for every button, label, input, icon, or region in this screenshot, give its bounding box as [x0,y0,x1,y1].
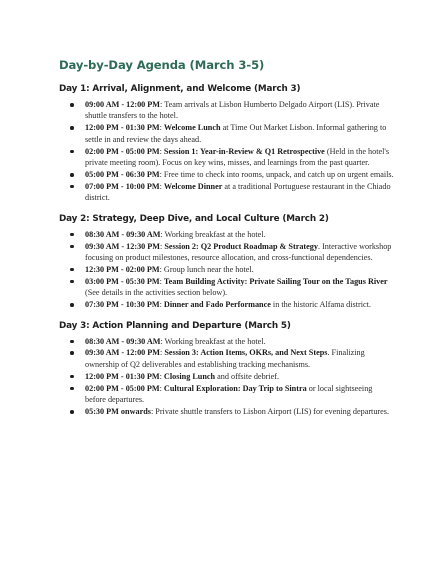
agenda-description: (See details in the activities section below). [85,288,228,298]
agenda-time: 12:00 PM - 01:30 PM [85,371,160,381]
bullet-icon [70,351,74,355]
bullet-icon [70,340,74,344]
agenda-event-title: Cultural Exploration: Day Trip to Sintra [163,383,307,393]
agenda-item: 09:30 AM - 12:00 PM: Session 3: Action Items, OKRs, and Next Steps. Finalizing ownership of Q2 deliverables and establishing tracking mechanisms. [59,347,395,370]
day-agenda-list [59,99,395,204]
agenda-description: at Time Out Market Lisbon. Informal gathering to settle in and review the days ahead. [85,123,387,144]
agenda-event-title: Session 3: Action Items, OKRs, and Next Steps [164,348,328,358]
bullet-icon [70,303,74,307]
bullet-icon [70,185,74,189]
agenda-time: 08:30 AM - 09:30 AM [85,229,161,239]
agenda-description: at a traditional Portuguese restaurant in the Chiado district. [85,181,391,203]
agenda-time: 08:30 AM - 09:30 AM [85,336,161,346]
agenda-item [59,99,395,122]
agenda-description: in the historic Alfama district. [270,300,371,310]
agenda-item [59,406,395,417]
agenda-event-title: Welcome Dinner [163,181,223,191]
agenda-description: : Working breakfast at the hotel. [160,336,266,346]
agenda-event-title: Dinner and Fado Performance [163,300,271,310]
agenda-item [59,336,395,347]
agenda-description: : Free time to check into rooms, unpack, and catch up on urgent emails. [159,169,394,179]
bullet-icon [70,233,74,237]
agenda-time: 09:30 AM - 12:00 PM [85,348,161,358]
agenda-time: 02:00 PM - 05:00 PM [85,146,160,156]
agenda-item: 02:00 PM - 05:00 PM: Session 1: Year-in-Review & Q1 Retrospective (Held in the hotel's private meeting room). Focus on key wins, misses, and learnings from the past quarter. [59,146,395,169]
agenda-item: 07:30 PM - 10:30 PM: Dinner and Fado Performance in the historic Alfama district. [59,299,395,310]
day-agenda-list [59,229,395,311]
agenda-time: 05:00 PM - 06:30 PM [85,169,160,179]
agenda-time: 12:00 PM - 01:30 PM [85,123,160,133]
agenda-item [59,169,395,180]
bullet-icon [70,280,74,284]
agenda-event-title: Session 2: Q2 Product Roadmap & Strategy [164,241,318,251]
agenda-event-title: Team Building Activity: Private Sailing Tour on the Tagus River [163,276,388,286]
agenda-description: . Interactive workshop focusing on product milestones, resource allocation, and cross-functional dependencies. [85,241,392,262]
agenda-item: 12:00 PM - 01:30 PM: Closing Lunch and offsite debrief. [59,371,395,382]
agenda-time: 02:00 PM - 05:00 PM [85,383,160,393]
bullet-icon [70,387,74,391]
day-heading: Day 2: Strategy, Deep Dive, and Local Culture (March 2) [59,213,329,224]
agenda-time: 09:30 AM - 12:30 PM [85,241,161,251]
agenda-time: 03:00 PM - 05:30 PM [85,276,160,286]
agenda-event-title: Session 1: Year-in-Review & Q1 Retrospective [163,146,325,156]
agenda-time: 07:00 PM - 10:00 PM [85,181,160,191]
bullet-icon [70,126,74,130]
page-title: Day-by-Day Agenda (March 3-5) [59,58,265,72]
agenda-time: 09:00 AM - 12:00 PM [85,100,161,109]
agenda-description: (Held in the hotel's private meeting room). Focus on key wins, misses, and learnings from the past quarter. [85,146,390,168]
bullet-icon [70,173,74,177]
agenda-event-title: Welcome Lunch [163,123,221,133]
agenda-description: or local sightseeing before departures. [85,383,373,405]
agenda-time: 07:30 PM - 10:30 PM [85,300,160,310]
agenda-description: : Private shuttle transfers to Lisbon Airport (LIS) for evening departures. [150,406,390,416]
day-heading: Day 3: Action Planning and Departure (March 5) [59,320,291,331]
agenda-item: 12:00 PM - 01:30 PM: Welcome Lunch at Time Out Market Lisbon. Informal gathering to settle in and review the days ahead. [59,122,395,145]
bullet-icon [70,410,74,414]
agenda-item: 02:00 PM - 05:00 PM: Cultural Exploration: Day Trip to Sintra or local sightseeing before departures. [59,383,395,406]
agenda-description: . Finalizing ownership of Q2 deliverables and establishing tracking mechanisms. [85,348,365,369]
agenda-item: 03:00 PM - 05:30 PM: Team Building Activity: Private Sailing Tour on the Tagus River (See details in the activities section below). [59,276,395,299]
bullet-icon [70,375,74,379]
bullet-icon [70,268,74,272]
agenda-event-title: Closing Lunch [163,371,216,381]
day-agenda-list [59,336,395,418]
agenda-time: 12:30 PM - 02:00 PM [85,264,160,274]
day-heading: Day 1: Arrival, Alignment, and Welcome (March 3) [59,84,301,94]
agenda-description: : Working breakfast at the hotel. [160,229,266,239]
agenda-description: and offsite debrief. [215,371,280,381]
bullet-icon [70,103,74,107]
agenda-description: : Group lunch near the hotel. [159,264,254,274]
agenda-item [59,229,395,240]
agenda-description: : Team arrivals at Lisbon Humberto Delgado Airport (LIS). Private shuttle transfers to the hotel. [85,100,380,121]
bullet-icon [70,245,74,249]
agenda-days [59,83,395,417]
agenda-item: 07:00 PM - 10:00 PM: Welcome Dinner at a traditional Portuguese restaurant in the Chiado district. [59,181,395,204]
agenda-time: 05:30 PM onwards [85,406,151,416]
agenda-content [59,58,395,426]
bullet-icon [70,150,74,154]
agenda-item: 09:30 AM - 12:30 PM: Session 2: Q2 Product Roadmap & Strategy. Interactive workshop focusing on product milestones, resource allocation, and cross-functional dependencies. [59,241,395,264]
agenda-item [59,264,395,275]
